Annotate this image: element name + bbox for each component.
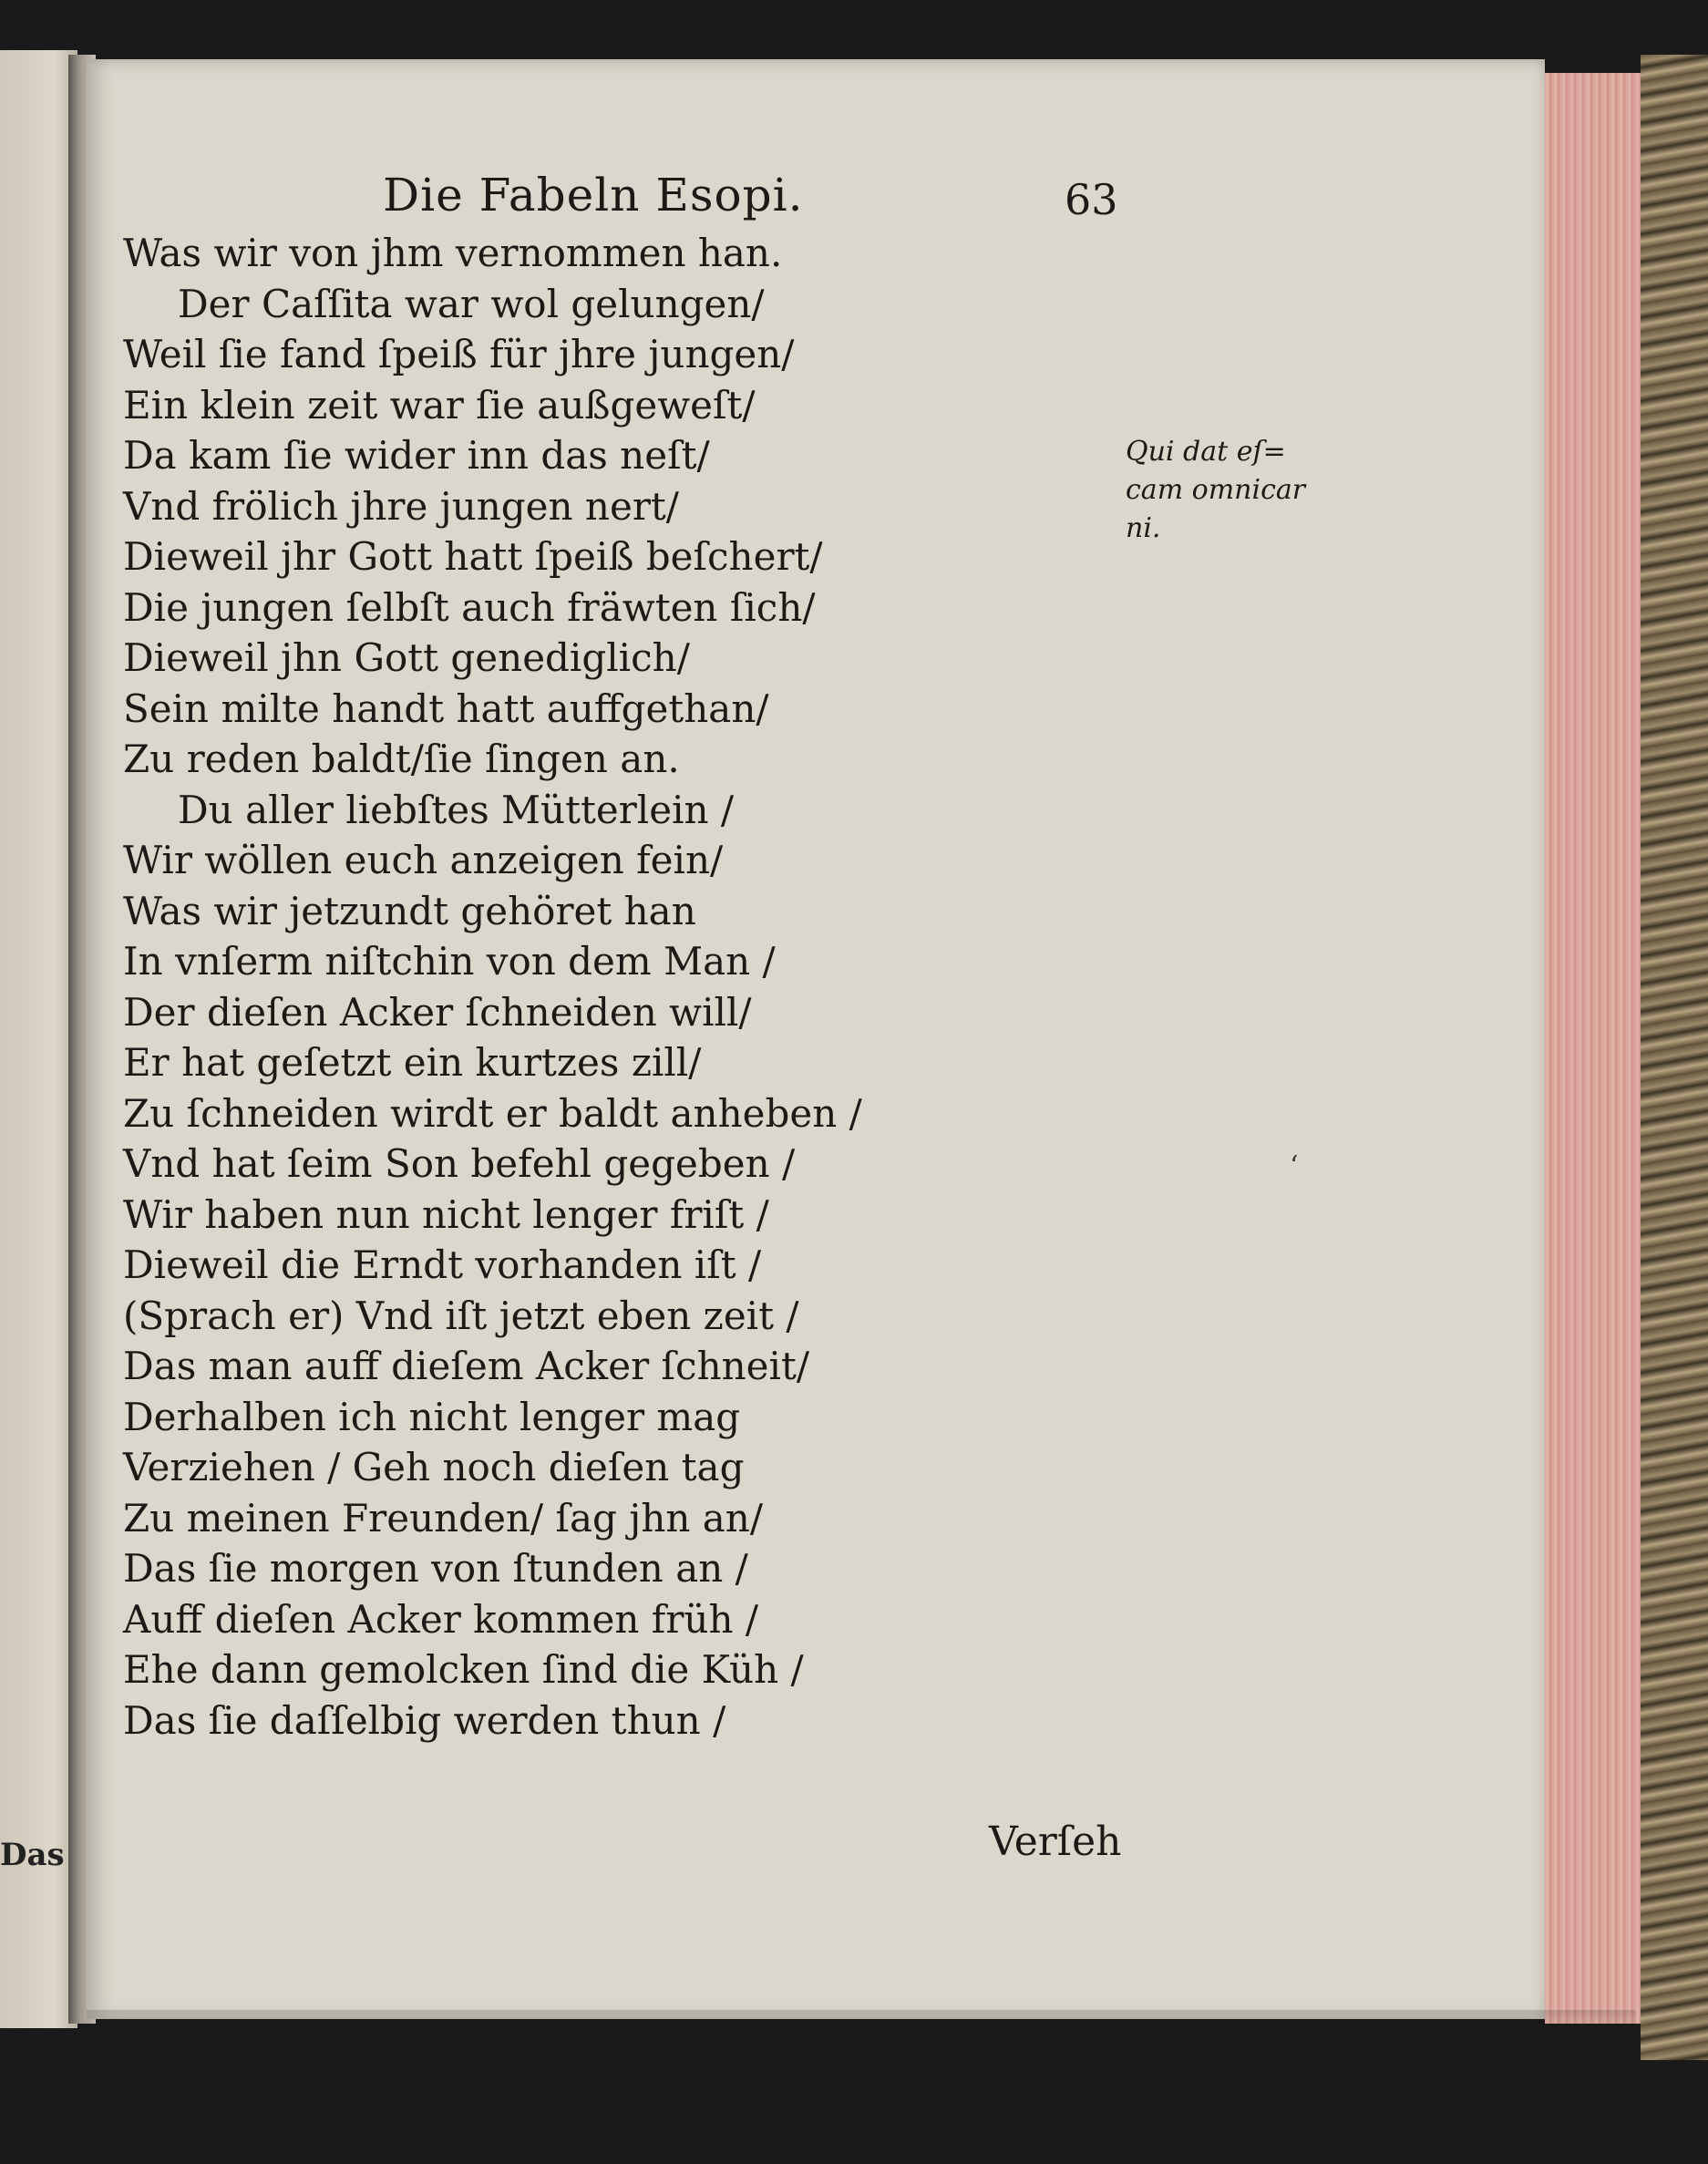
verse-line: Er hat geſetzt ein kurtzes zill/ xyxy=(123,1040,702,1085)
marginal-note-line: Qui dat eſ= xyxy=(1126,436,1286,468)
ink-mark: ʻ xyxy=(1290,1150,1299,1182)
verse-line: Vnd frölich jhre jungen nert/ xyxy=(123,483,679,529)
verse-line: Was wir jetzundt gehöret han xyxy=(123,888,696,933)
verse-line: Der dieſen Acker ſchneiden will/ xyxy=(123,989,752,1035)
verse-line: Der Caſſita war wol gelungen/ xyxy=(178,281,765,326)
verse-text xyxy=(123,228,1034,1746)
left-page-fragment: Das xyxy=(0,1837,65,1873)
verse-line: Ehe dann gemolcken ſind die Küh / xyxy=(123,1647,804,1692)
verse-line: Ein klein zeit war ſie außgeweſt/ xyxy=(123,382,756,428)
verse-line: Die jungen ſelbſt auch fräwten ſich/ xyxy=(123,584,816,630)
page-fore-edge xyxy=(1545,73,1650,2024)
running-head: Die Fabeln Esopi. xyxy=(383,169,804,222)
verse-line: Du aller liebſtes Mütterlein / xyxy=(178,787,735,832)
marginal-note xyxy=(1126,433,1344,548)
verse-line: Was wir von jhm vernommen han. xyxy=(123,231,783,275)
verse-line: Das ſie morgen von ſtunden an / xyxy=(123,1546,748,1591)
verse-line: Verziehen / Geh noch dieſen tag xyxy=(123,1445,745,1489)
verse-line: Zu ſchneiden wirdt er baldt anheben / xyxy=(123,1090,862,1136)
left-page-edge xyxy=(0,50,77,2028)
verse-line: Dieweil die Erndt vorhanden iſt / xyxy=(123,1242,762,1287)
verse-line: Da kam ſie wider inn das neſt/ xyxy=(123,433,710,478)
verse-line: Das man auff dieſem Acker ſchneit/ xyxy=(123,1344,809,1388)
verse-line: Zu meinen Freunden/ ſag jhn an/ xyxy=(123,1495,764,1541)
verse-line: Auff dieſen Acker kommen früh / xyxy=(123,1596,758,1642)
verse-line: Derhalben ich nicht lenger mag xyxy=(123,1394,741,1439)
book-binding xyxy=(1641,55,1708,2060)
verse-line: Weil ſie fand ſpeiß für jhre jungen/ xyxy=(123,332,795,376)
page-bottom-shadow xyxy=(87,2010,1636,2028)
marginal-note-line: cam omnicar xyxy=(1126,474,1306,506)
verse-line: (Sprach er) Vnd iſt jetzt eben zeit / xyxy=(123,1293,799,1338)
verse-line: Wir haben nun nicht lenger friſt / xyxy=(123,1191,769,1237)
verse-line: Zu reden baldt/ſie ſingen an. xyxy=(123,737,680,781)
verse-line: Dieweil jhr Gott hatt ſpeiß beſchert/ xyxy=(123,534,823,579)
verse-line: Sein milte handt hatt auffgethan/ xyxy=(123,685,769,731)
catchword: Verſeh xyxy=(989,1819,1122,1865)
verse-line: Wir wöllen euch anzeigen fein/ xyxy=(123,838,724,882)
verse-line: Vnd hat ſeim Son befehl gegeben / xyxy=(123,1141,796,1186)
verse-line: In vnſerm niſtchin von dem Man / xyxy=(123,939,776,984)
marginal-note-line: ni. xyxy=(1126,512,1161,544)
verse-line: Dieweil jhn Gott genediglich/ xyxy=(123,635,690,680)
verse-line: Das ſie daſſelbig werden thun / xyxy=(123,1697,726,1743)
page-number: 63 xyxy=(1065,175,1118,224)
